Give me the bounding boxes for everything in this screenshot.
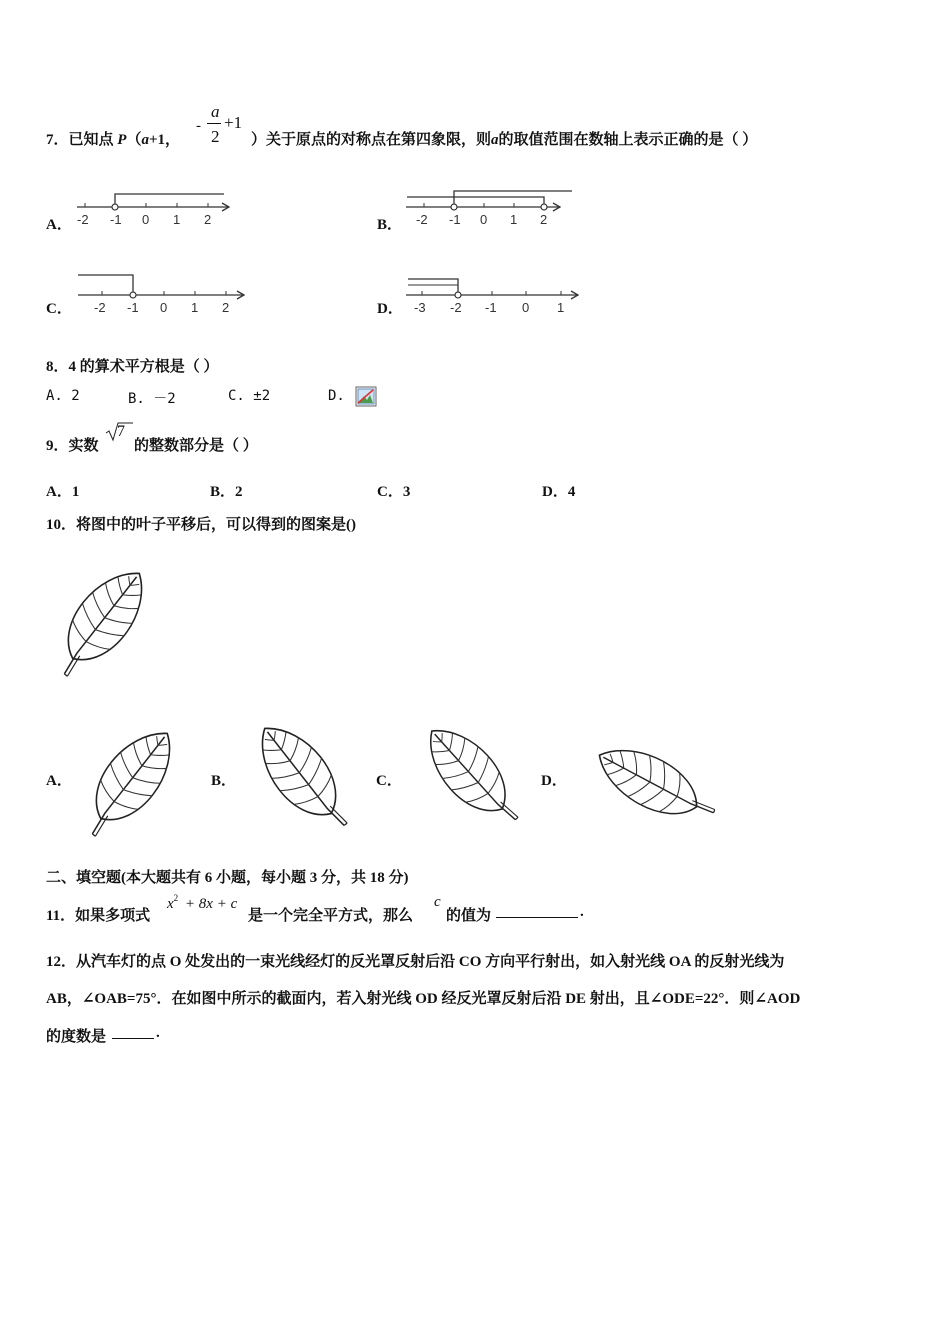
q7-option-c-label[interactable]: C．: [46, 301, 72, 317]
tick-label: 0: [480, 212, 488, 227]
question-9-stem-2: 的整数部分是（ ）: [134, 438, 258, 454]
polynomial-expression: [167, 893, 237, 913]
number-line-c: [72, 270, 252, 316]
var-c: c: [434, 894, 441, 910]
tick-label: -1: [110, 212, 122, 227]
fraction-sign: -: [196, 118, 201, 134]
q11-answer-blank[interactable]: [496, 917, 578, 918]
q8-option-c[interactable]: C. ±2: [228, 388, 271, 404]
broken-image-icon: [355, 386, 377, 407]
q7-var-a-2: a: [491, 132, 499, 148]
q7-option-d-label[interactable]: D．: [377, 301, 403, 317]
question-7-stem-2: [251, 128, 757, 149]
q9-option-a[interactable]: A．1: [46, 484, 80, 500]
q7-option-b-label[interactable]: B．: [377, 217, 403, 233]
q9-option-b[interactable]: B．2: [210, 484, 243, 500]
question-10-stem: 10．将图中的叶子平移后，可以得到的图案是(): [46, 517, 356, 533]
leaf-option-d-image[interactable]: [580, 725, 715, 835]
q8-option-a[interactable]: A. 2: [46, 388, 80, 404]
tick-label: -1: [485, 300, 497, 315]
solution-ray: [115, 194, 224, 203]
tick-label: -1: [127, 300, 139, 315]
point-p: P: [117, 132, 127, 148]
tick-label: 1: [173, 212, 181, 227]
q11-period: .: [580, 904, 584, 920]
open-circle: [130, 292, 136, 298]
tick-label: 1: [557, 300, 565, 315]
question-11-stem-2: 是一个完全平方式，那么: [248, 908, 414, 924]
q7-text-2: ）关于原点的对称点在第四象限，则: [251, 132, 492, 148]
tick-label: -2: [450, 300, 462, 315]
leaf-option-b-image[interactable]: [240, 705, 360, 840]
q10-option-c-label[interactable]: C．: [376, 773, 402, 789]
question-12-line-2: AB，∠OAB=75°．在如图中所示的截面内，若入射光线 OD 经反光罩反射后沿 DE 射出，且∠ODE=22°．则∠AOD: [46, 991, 801, 1007]
tick-label: -3: [414, 300, 426, 315]
q12-period: .: [156, 1025, 160, 1041]
q7-text-1: 已知点: [68, 132, 114, 148]
q7-paren: （: [126, 132, 142, 148]
question-12-line-1: 12．从汽车灯的点 O 处发出的一束光线经灯的反光罩反射后沿 CO 方向平行射出，如入射光线 OA 的反射光线为: [46, 954, 785, 970]
poly-rest: + 8x + c: [184, 896, 238, 912]
tick-label: 2: [222, 300, 230, 315]
q10-option-b-label[interactable]: B．: [211, 773, 237, 789]
number-line-d: [402, 270, 587, 316]
solution-ray-left: [407, 197, 544, 203]
sqrt-radicand: 7: [117, 423, 125, 440]
open-circle: [455, 292, 461, 298]
open-circle: [112, 204, 118, 210]
question-11-stem: 11．如果多项式: [46, 908, 151, 924]
q9-option-c[interactable]: C．3: [377, 484, 411, 500]
question-12-line-3: 的度数是: [46, 1029, 107, 1045]
tick-label: 0: [522, 300, 530, 315]
tick-label: 0: [160, 300, 168, 315]
open-circle: [451, 204, 457, 210]
solution-ray: [78, 275, 133, 291]
tick-label: -2: [416, 212, 428, 227]
tick-label: -2: [94, 300, 106, 315]
leaf-original-image: [46, 548, 166, 683]
poly-x: x: [167, 896, 174, 912]
tick-label: 1: [191, 300, 199, 315]
fraction-plus-one: +1: [224, 113, 243, 132]
fraction-bar: [207, 123, 221, 124]
q10-option-d-label[interactable]: D．: [541, 773, 567, 789]
number-line-b: [402, 184, 577, 230]
poly-exponent: 2: [173, 893, 179, 903]
q7-var-a: a: [141, 132, 149, 148]
question-7-stem: [46, 128, 180, 149]
question-11-stem-3: 的值为: [446, 908, 492, 924]
section-2-title: 二、填空题(本大题共有 6 小题，每小题 3 分，共 18 分): [46, 870, 409, 886]
fraction-denominator: 2: [211, 127, 220, 146]
q8-option-b[interactable]: B. －2: [128, 391, 176, 407]
question-9-stem: 9．实数: [46, 438, 99, 454]
tick-label: 1: [510, 212, 518, 227]
q7-number: 7．: [46, 132, 69, 148]
number-line-a: [72, 188, 237, 230]
q12-answer-blank[interactable]: [112, 1038, 154, 1039]
q8-option-d[interactable]: D.: [328, 388, 345, 404]
q10-option-a-label[interactable]: A．: [46, 773, 72, 789]
q9-option-d[interactable]: D．4: [542, 484, 576, 500]
tick-label: 2: [204, 212, 212, 227]
q7-option-a-label[interactable]: A．: [46, 217, 72, 233]
q7-text-3: 的取值范围在数轴上表示正确的是（ ）: [498, 132, 758, 148]
tick-label: -1: [449, 212, 461, 227]
fraction-numerator: a: [211, 102, 220, 121]
open-circle: [541, 204, 547, 210]
tick-label: 0: [142, 212, 150, 227]
q7-plus-one: +1，: [148, 132, 181, 148]
leaf-option-c-image[interactable]: [405, 712, 525, 827]
leaf-option-a-image[interactable]: [76, 712, 191, 842]
question-8-stem: 8．4 的算术平方根是（ ）: [46, 359, 219, 375]
tick-label: -2: [77, 212, 89, 227]
tick-label: 2: [540, 212, 548, 227]
